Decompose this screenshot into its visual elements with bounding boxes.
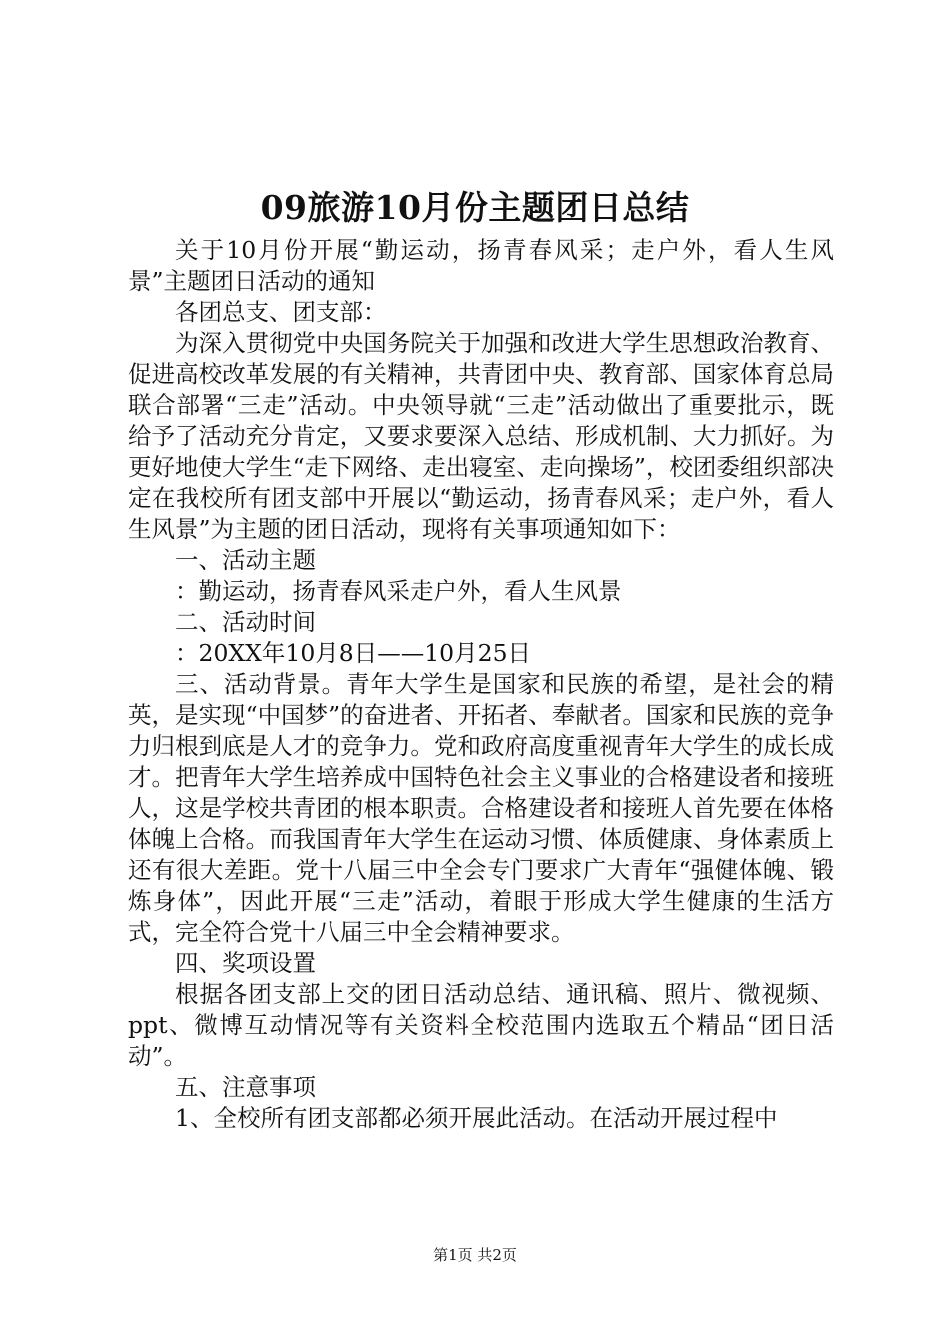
paragraph-notice-heading: 关于10月份开展“勤运动，扬青春风采；走户外，看人生风景”主题团日活动的通知 [128,236,834,295]
document-body [128,235,834,1134]
paragraph-awards: 根据各团支部上交的团日活动总结、通讯稿、照片、微视频、ppt、微博互动情况等有关资料全校范围内选取五个精品“团日活动”。 [128,980,834,1070]
paragraph-theme: ：勤运动，扬青春风采走户外，看人生风景 [175,577,622,605]
section-heading-theme: 一、活动主题 [175,546,316,574]
paragraph-salutation: 各团总支、团支部： [175,298,387,326]
paragraph-intro: 为深入贯彻党中央国务院关于加强和改进大学生思想政治教育、促进高校改革发展的有关精神，共青团中央、教育部、国家体育总局联合部署“三走”活动。中央领导就“三走”活动做出了重要批示，既给予了活动充分肯定，又要求要深入总结、形成机制、大力抓好。为更好地使大学生“走下网络、走出寝室、走向操场”，校团委组织部决定在我校所有团支部中开展以“勤运动，扬青春风采；走户外，看人生风景”为主题的团日活动，现将有关事项通知如下： [128,329,834,543]
paragraph-background: 三、活动背景。青年大学生是国家和民族的希望，是社会的精英，是实现“中国梦”的奋进者、开拓者、奉献者。国家和民族的竞争力归根到底是人才的竞争力。党和政府高度重视青年大学生的成长成才。把青年大学生培养成中国特色社会主义事业的合格建设者和接班人，这是学校共青团的根本职责。合格建设者和接班人首先要在体格体魄上合格。而我国青年大学生在运动习惯、体质健康、身体素质上还有很大差距。党十八届三中全会专门要求广大青年“强健体魄、锻炼身体”，因此开展“三走”活动，着眼于形成大学生健康的生活方式，完全符合党十八届三中全会精神要求。 [128,670,834,946]
paragraph-note-1: 1、全校所有团支部都必须开展此活动。在活动开展过程中 [175,1104,778,1132]
section-heading-notes: 五、注意事项 [175,1073,316,1101]
section-heading-awards: 四、奖项设置 [175,949,316,977]
page-number-footer: 第1页 共2页 [433,1246,517,1264]
document-title: 09旅游10月份主题团日总结 [260,188,690,227]
section-heading-time: 二、活动时间 [175,608,316,636]
paragraph-time: ：20XX年10月8日——10月25日 [175,639,532,667]
